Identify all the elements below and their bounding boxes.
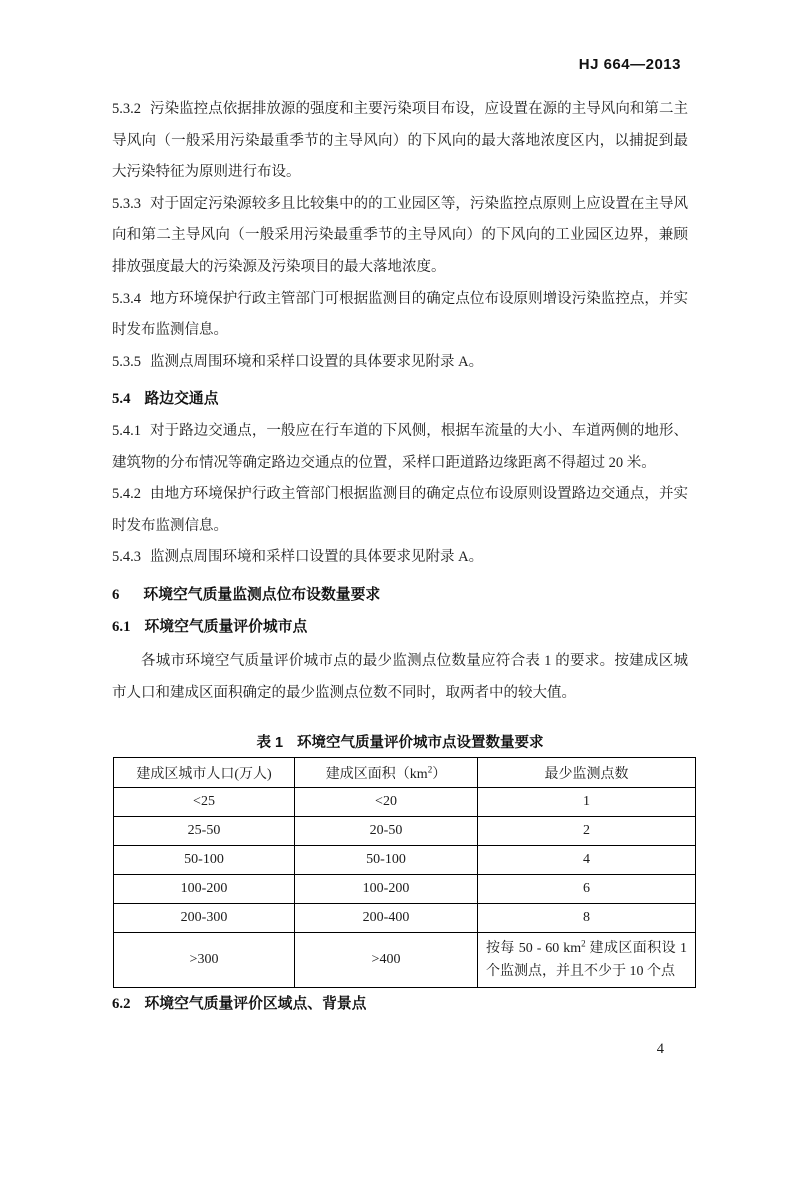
paragraph-text: 监测点周围环境和采样口设置的具体要求见附录 A。 [150, 353, 484, 370]
page-number: 4 [656, 1041, 664, 1058]
heading-5.4 [112, 384, 688, 416]
section-number: 5.3.5 [112, 353, 141, 370]
cell-min-points-note [478, 933, 696, 988]
heading-text: 路边交通点 [144, 391, 219, 408]
section-number: 5.3.3 [112, 195, 141, 212]
paragraph-text: 监测点周围环境和采样口设置的具体要求见附录 A。 [150, 549, 484, 566]
document-body [112, 94, 688, 1058]
section-number: 5.4.2 [112, 486, 141, 503]
section-number: 5.4 [112, 391, 131, 408]
table-1 [113, 757, 696, 988]
table-title: 环境空气质量评价城市点设置数量要求 [297, 735, 544, 752]
paragraph-text: 污染监控点依据排放源的强度和主要污染项目布设，应设置在源的主导风向和第二主导风向（一般采用污染最重季节的主导风向）的下风向的最大落地浓度区内，以捕捉到最大污染特征为原则进行布设。 [112, 101, 688, 181]
section-number: 5.3.2 [112, 101, 141, 117]
paragraph-5.4.1 [112, 416, 688, 479]
cell-area: >400 [295, 933, 478, 988]
heading-6 [112, 580, 688, 612]
section-number: 5.3.4 [112, 290, 141, 307]
table-1-caption [112, 731, 688, 755]
table-row [114, 875, 696, 904]
table-label: 表 1 [256, 735, 284, 752]
paragraph-5.3.4 [112, 284, 688, 347]
heading-text: 环境空气质量评价城市点 [144, 618, 308, 635]
paragraph-5.4.3 [112, 542, 688, 574]
paragraph-5.3.3 [112, 189, 688, 284]
paragraph-text: 由地方环境保护行政主管部门根据监测目的确定点位布设原则设置路边交通点，并实时发布监测信息。 [112, 486, 688, 534]
cell-population: 200-300 [114, 904, 295, 933]
paragraph-6.1 [112, 646, 688, 709]
column-header-area [295, 758, 478, 788]
column-header-population: 建成区城市人口(万人) [114, 758, 295, 788]
section-number: 6 [112, 586, 120, 603]
table-header-row [114, 758, 696, 788]
heading-text: 环境空气质量监测点位布设数量要求 [143, 586, 381, 603]
table-row [114, 933, 696, 988]
table-row [114, 817, 696, 846]
table-row [114, 904, 696, 933]
note-sup: 2 [581, 938, 586, 949]
cell-area: 20-50 [295, 817, 478, 846]
section-number: 6.2 [112, 996, 131, 1013]
column-header-min-points: 最少监测点数 [478, 758, 696, 788]
note-post: 建成区面积设 1 个监测点，并且不少于 10 个点 [486, 941, 688, 980]
section-number: 5.4.1 [112, 422, 141, 439]
cell-area: 100-200 [295, 875, 478, 904]
header-area-post: ） [432, 766, 447, 782]
paragraph-text: 对于固定污染源较多且比较集中的的工业园区等，污染监控点原则上应设置在主导风向和第二主导风向（一般采用污染最重季节的主导风向）的下风向的工业园区边界，兼顾排放强度最大的污染源及污染项目的最大落地浓度。 [112, 195, 688, 275]
cell-population: >300 [114, 933, 295, 988]
cell-min-points: 8 [478, 904, 696, 933]
paragraph-5.4.2 [112, 479, 688, 542]
table-row [114, 788, 696, 817]
header-area-sup: 2 [427, 764, 433, 775]
cell-area: <20 [295, 788, 478, 817]
heading-6.1 [112, 612, 688, 644]
paragraph-text: 对于路边交通点，一般应在行车道的下风侧，根据车流量的大小、车道两侧的地形、建筑物的分布情况等确定路边交通点的位置，采样口距道路边缘距离不得超过 20 米。 [112, 422, 688, 471]
paragraph-text: 各城市环境空气质量评价城市点的最少监测点位数量应符合表 1 的要求。按建成区城市人口和建成区面积确定的最少监测点位数不同时，取两者中的较大值。 [112, 653, 688, 701]
cell-area: 50-100 [295, 846, 478, 875]
cell-population: 25-50 [114, 817, 295, 846]
heading-6.2 [112, 992, 688, 1016]
paragraph-5.3.5 [112, 347, 688, 379]
cell-min-points: 6 [478, 875, 696, 904]
doc-number: HJ 664—2013 [578, 56, 681, 73]
cell-min-points: 2 [478, 817, 696, 846]
section-number: 5.4.3 [112, 549, 141, 566]
cell-area: 200-400 [295, 904, 478, 933]
cell-population: <25 [114, 788, 295, 817]
section-number: 6.1 [112, 618, 131, 635]
heading-text: 环境空气质量评价区域点、背景点 [144, 996, 367, 1013]
cell-population: 50-100 [114, 846, 295, 875]
cell-min-points: 1 [478, 788, 696, 817]
note-pre: 按每 50 - 60 km [486, 941, 582, 957]
paragraph-text: 地方环境保护行政主管部门可根据监测目的确定点位布设原则增设污染监控点，并实时发布监测信息。 [112, 290, 688, 339]
cell-population: 100-200 [114, 875, 295, 904]
cell-min-points: 4 [478, 846, 696, 875]
table-row [114, 846, 696, 875]
header-area-pre: 建成区面积（km [325, 766, 428, 782]
paragraph-5.3.2 [112, 94, 688, 189]
